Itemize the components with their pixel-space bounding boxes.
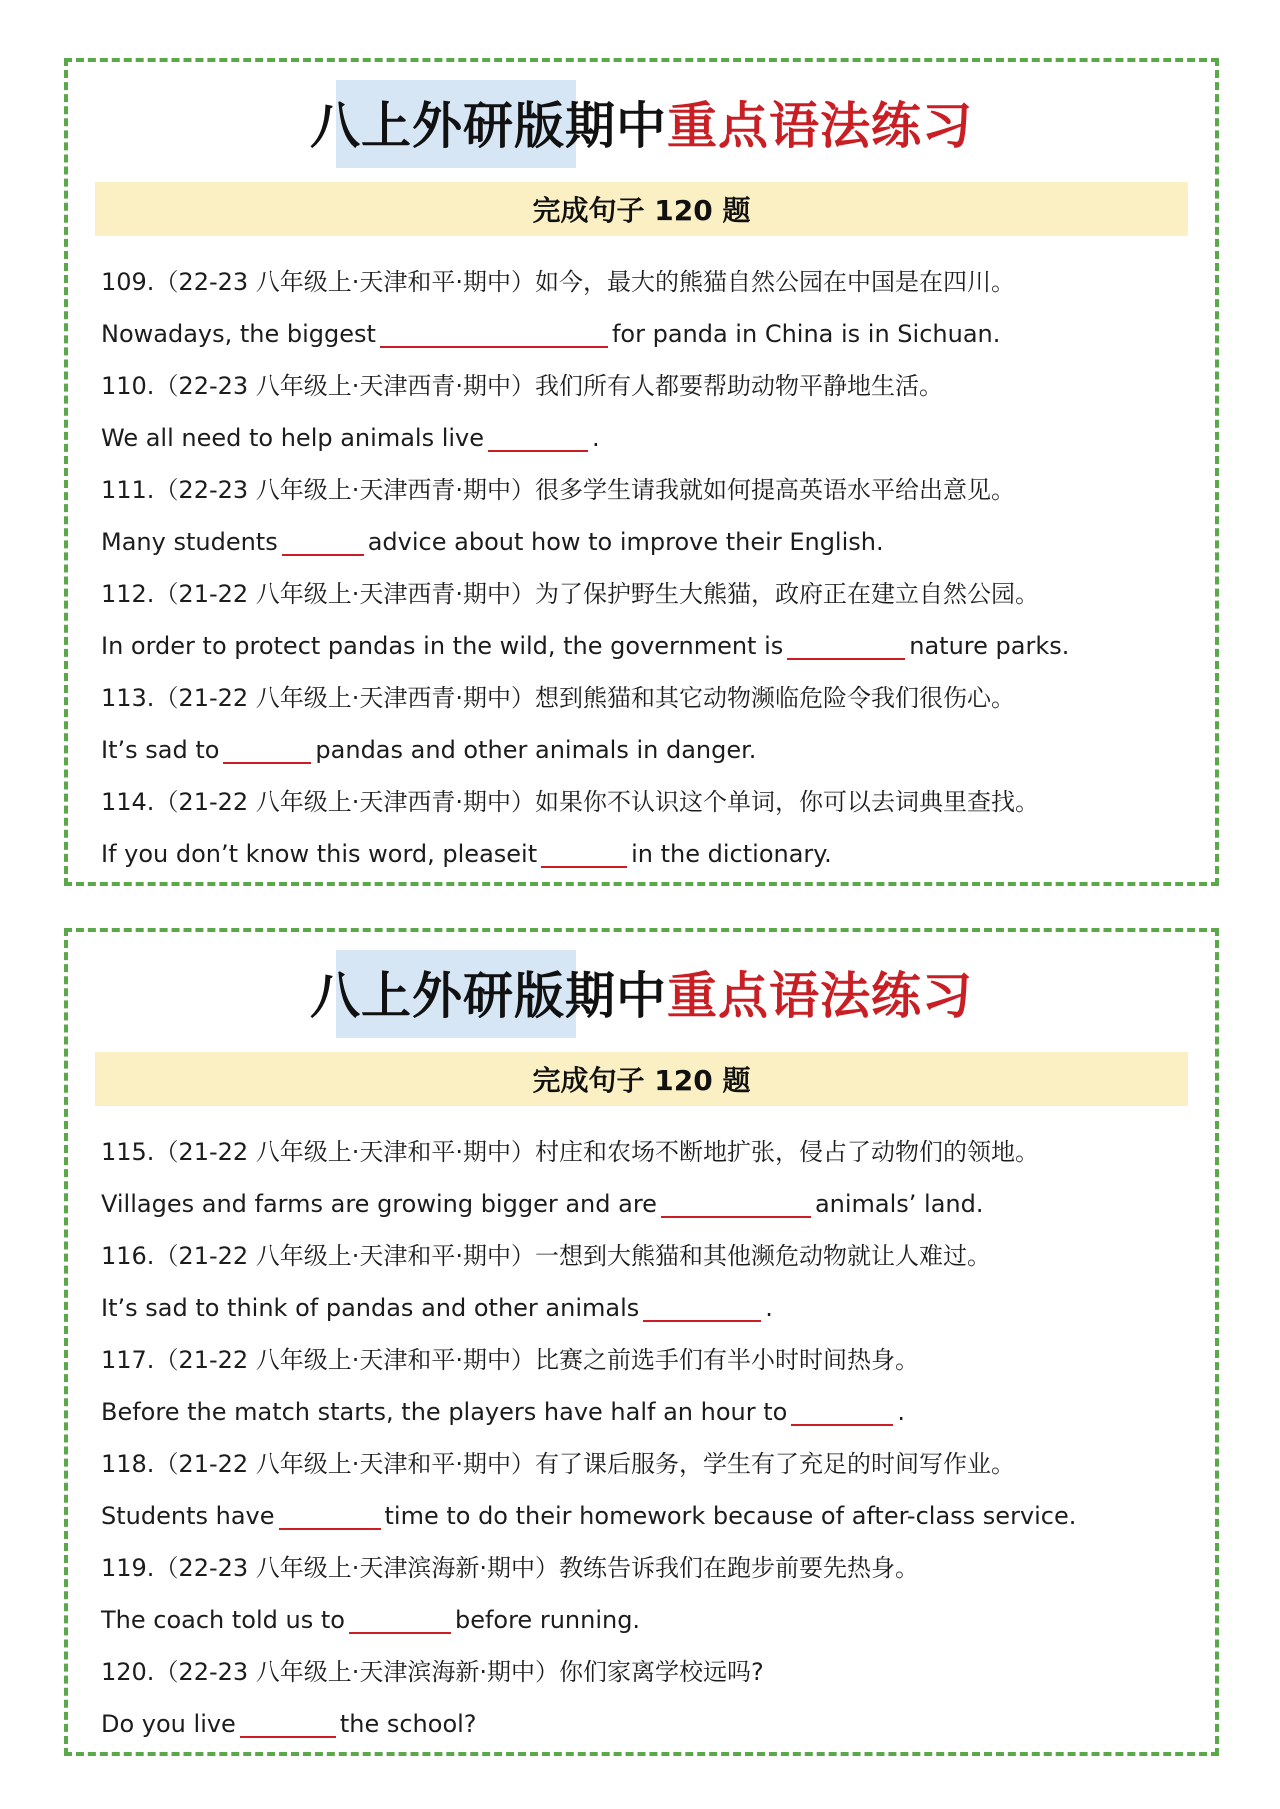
question-text-before: If you don’t know this word, pleaseit: [101, 840, 538, 868]
question-english: [101, 724, 1215, 776]
page-title: [310, 956, 973, 1028]
question-chinese: 118.（21-22 八年级上·天津和平·期中）有了课后服务，学生有了充足的时间写作业。: [101, 1450, 1016, 1478]
answer-blank[interactable]: [240, 1710, 336, 1738]
question-text-after: .: [592, 424, 600, 452]
question-text-after: the school?: [339, 1710, 477, 1738]
question-english: [101, 1698, 1215, 1750]
question-chinese: 114.（21-22 八年级上·天津西青·期中）如果你不认识这个单词，你可以去词典里查找。: [101, 788, 1040, 816]
answer-blank[interactable]: [791, 1398, 893, 1426]
question-text-before: Nowadays, the biggest: [101, 320, 376, 348]
question-text-before: Before the match starts, the players have half an hour to: [101, 1398, 788, 1426]
title-red-part: 重点语法练习: [667, 967, 973, 1025]
answer-blank[interactable]: [282, 528, 364, 556]
page-title: [310, 86, 973, 158]
question-text-after: advice about how to improve their English.: [367, 528, 884, 556]
question-text-before: Many students: [101, 528, 278, 556]
question-chinese: 112.（21-22 八年级上·天津西青·期中）为了保护野生大熊猫，政府正在建立自然公园。: [101, 580, 1040, 608]
question-text-before: We all need to help animals live: [101, 424, 485, 452]
question-chinese: 119.（22-23 八年级上·天津滨海新·期中）教练告诉我们在跑步前要先热身。: [101, 1554, 920, 1582]
question-english: [101, 1490, 1215, 1542]
title-red-part: 重点语法练习: [667, 97, 973, 155]
subtitle: 完成句子 120 题: [532, 1064, 751, 1097]
question-english: [101, 412, 1215, 464]
answer-blank[interactable]: [541, 840, 627, 868]
answer-blank[interactable]: [787, 632, 905, 660]
question-english: [101, 1386, 1215, 1438]
subtitle-bar: [95, 1052, 1188, 1106]
question-text-after: animals’ land.: [814, 1190, 984, 1218]
question-chinese: 111.（22-23 八年级上·天津西青·期中）很多学生请我就如何提高英语水平给出意见。: [101, 476, 1016, 504]
question-text-before: Villages and farms are growing bigger and are: [101, 1190, 657, 1218]
question-chinese: 117.（21-22 八年级上·天津和平·期中）比赛之前选手们有半小时时间热身。: [101, 1346, 920, 1374]
question-text-before: It’s sad to: [101, 736, 220, 764]
question-text-before: In order to protect pandas in the wild, the government is: [101, 632, 784, 660]
answer-blank[interactable]: [223, 736, 311, 764]
question-chinese: 110.（22-23 八年级上·天津西青·期中）我们所有人都要帮助动物平静地生活。: [101, 372, 944, 400]
question-text-after: before running.: [454, 1606, 641, 1634]
title-area: [68, 932, 1215, 1052]
answer-blank[interactable]: [488, 424, 588, 452]
answer-blank[interactable]: [661, 1190, 811, 1218]
question-english: [101, 1178, 1215, 1230]
question-text-after: .: [897, 1398, 905, 1426]
subtitle: 完成句子 120 题: [532, 194, 751, 227]
question-text-after: nature parks.: [909, 632, 1070, 660]
question-text-after: in the dictionary.: [631, 840, 832, 868]
question-text-before: Students have: [101, 1502, 275, 1530]
subtitle-bar: [95, 182, 1188, 236]
title-area: [68, 62, 1215, 182]
question-text-before: It’s sad to think of pandas and other animals: [101, 1294, 640, 1322]
exercise-card-2: [64, 928, 1219, 1756]
question-english: [101, 1594, 1215, 1646]
question-english: [101, 828, 1215, 880]
answer-blank[interactable]: [380, 320, 608, 348]
answer-blank[interactable]: [349, 1606, 451, 1634]
question-list: [68, 236, 1215, 880]
question-english: [101, 516, 1215, 568]
question-text-after: .: [765, 1294, 773, 1322]
question-chinese: 113.（21-22 八年级上·天津西青·期中）想到熊猫和其它动物濒临危险令我们很伤心。: [101, 684, 1016, 712]
answer-blank[interactable]: [643, 1294, 761, 1322]
question-text-after: pandas and other animals in danger.: [315, 736, 757, 764]
exercise-card-1: [64, 58, 1219, 886]
question-text-after: time to do their homework because of after-class service.: [384, 1502, 1077, 1530]
title-black-part: 八上外研版期中: [310, 97, 667, 155]
question-english: [101, 308, 1215, 360]
question-text-before: Do you live: [101, 1710, 236, 1738]
question-text-after: for panda in China is in Sichuan.: [611, 320, 1001, 348]
question-english: [101, 1282, 1215, 1334]
question-chinese: 115.（21-22 八年级上·天津和平·期中）村庄和农场不断地扩张，侵占了动物们的领地。: [101, 1138, 1040, 1166]
question-english: [101, 620, 1215, 672]
question-text-before: The coach told us to: [101, 1606, 345, 1634]
question-chinese: 116.（21-22 八年级上·天津和平·期中）一想到大熊猫和其他濒危动物就让人难过。: [101, 1242, 992, 1270]
question-chinese: 120.（22-23 八年级上·天津滨海新·期中）你们家离学校远吗?: [101, 1658, 764, 1686]
question-chinese: 109.（22-23 八年级上·天津和平·期中）如今，最大的熊猫自然公园在中国是在四川。: [101, 268, 1016, 296]
title-black-part: 八上外研版期中: [310, 967, 667, 1025]
answer-blank[interactable]: [279, 1502, 381, 1530]
question-list: [68, 1106, 1215, 1750]
